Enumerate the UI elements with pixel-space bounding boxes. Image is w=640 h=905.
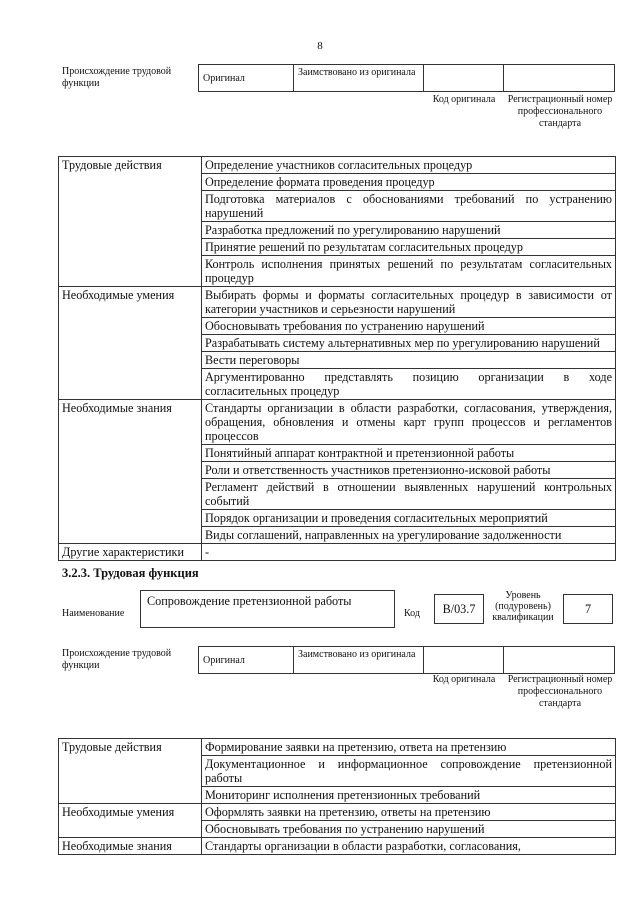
table-row [59, 739, 616, 756]
row-item: Разрабатывать систему альтернативных мер по урегулированию нарушений [202, 335, 616, 352]
table-row [59, 804, 616, 821]
row-heading: Трудовые действия [59, 157, 202, 287]
row-item: Выбирать формы и форматы согласительных процедур в зависимости от категории участников и серьезности нарушений [202, 287, 616, 318]
code-value: B/03.7 [434, 594, 484, 624]
name-label: Наименование [62, 608, 125, 619]
table-row [59, 400, 616, 445]
code-caption: Код оригинала [432, 674, 496, 685]
row-item: Контроль исполнения принятых решений по результатам согласительных процедур [202, 256, 616, 287]
row-item: Стандарты организации в области разработки, согласования, утверждения, обращения, обновления и отмены карт групп процессов и регламентов процессов [202, 400, 616, 445]
row-item: Виды соглашений, направленных на урегулирование задолженности [202, 527, 616, 544]
row-item: Понятийный аппарат контрактной и претензионной работы [202, 445, 616, 462]
row-heading: Трудовые действия [59, 739, 202, 804]
row-item: Аргументированно представлять позицию организации в ходе согласительных процедур [202, 369, 616, 400]
row-item: Порядок организации и проведения согласительных мероприятий [202, 510, 616, 527]
reg-caption: Регистрационный номер профессионального стандарта [507, 674, 613, 709]
row-item: Разработка предложений по урегулированию нарушений [202, 222, 616, 239]
origin-reg-cell [503, 646, 615, 674]
origin-original-cell: Оригинал [198, 646, 293, 674]
function-table-1 [58, 156, 616, 561]
level-label: Уровень (подуровень) квалификации [492, 590, 554, 623]
row-item: - [202, 544, 616, 561]
row-heading: Необходимые умения [59, 287, 202, 400]
origin-row-1 [58, 64, 618, 94]
origin-code-cell [423, 646, 503, 674]
table-row [59, 838, 616, 855]
level-value: 7 [563, 594, 613, 624]
row-item: Обосновывать требования по устранению нарушений [202, 821, 616, 838]
row-item: Определение участников согласительных процедур [202, 157, 616, 174]
origin-original-cell: Оригинал [198, 64, 293, 92]
origin-borrowed-cell: Заимствовано из оригинала [293, 64, 423, 92]
row-item: Мониторинг исполнения претензионных требований [202, 787, 616, 804]
function-name-row [58, 590, 618, 630]
row-item: Принятие решений по результатам согласительных процедур [202, 239, 616, 256]
origin-reg-cell [503, 64, 615, 92]
row-item: Роли и ответственность участников претензионно-исковой работы [202, 462, 616, 479]
row-heading: Другие характеристики [59, 544, 202, 561]
origin-row-2 [58, 646, 618, 676]
row-item: Регламент действий в отношении выявленных нарушений контрольных событий [202, 479, 616, 510]
row-item: Подготовка материалов с обоснованиями требований по устранению нарушений [202, 191, 616, 222]
row-heading: Необходимые умения [59, 804, 202, 838]
row-item: Документационное и информационное сопровождение претензионной работы [202, 756, 616, 787]
row-item: Формирование заявки на претензию, ответа на претензию [202, 739, 616, 756]
section-title: 3.2.3. Трудовая функция [62, 566, 199, 580]
row-item: Обосновывать требования по устранению нарушений [202, 318, 616, 335]
table-row [59, 157, 616, 174]
row-heading: Необходимые знания [59, 400, 202, 544]
row-heading: Необходимые знания [59, 838, 202, 855]
code-label: Код [404, 608, 420, 619]
function-table-2 [58, 738, 616, 855]
row-item: Стандарты организации в области разработки, согласования, [202, 838, 616, 855]
origin-borrowed-cell: Заимствовано из оригинала [293, 646, 423, 674]
origin-code-cell [423, 64, 503, 92]
row-item: Вести переговоры [202, 352, 616, 369]
row-item: Определение формата проведения процедур [202, 174, 616, 191]
origin-label: Происхождение трудовой функции [62, 66, 172, 89]
table-row [59, 544, 616, 561]
reg-caption: Регистрационный номер профессионального стандарта [507, 94, 613, 129]
table-row [59, 287, 616, 318]
row-item: Оформлять заявки на претензию, ответы на претензию [202, 804, 616, 821]
name-value: Сопровождение претензионной работы [140, 590, 395, 628]
origin-label: Происхождение трудовой функции [62, 648, 172, 671]
page-number: 8 [317, 40, 323, 52]
code-caption: Код оригинала [432, 94, 496, 105]
